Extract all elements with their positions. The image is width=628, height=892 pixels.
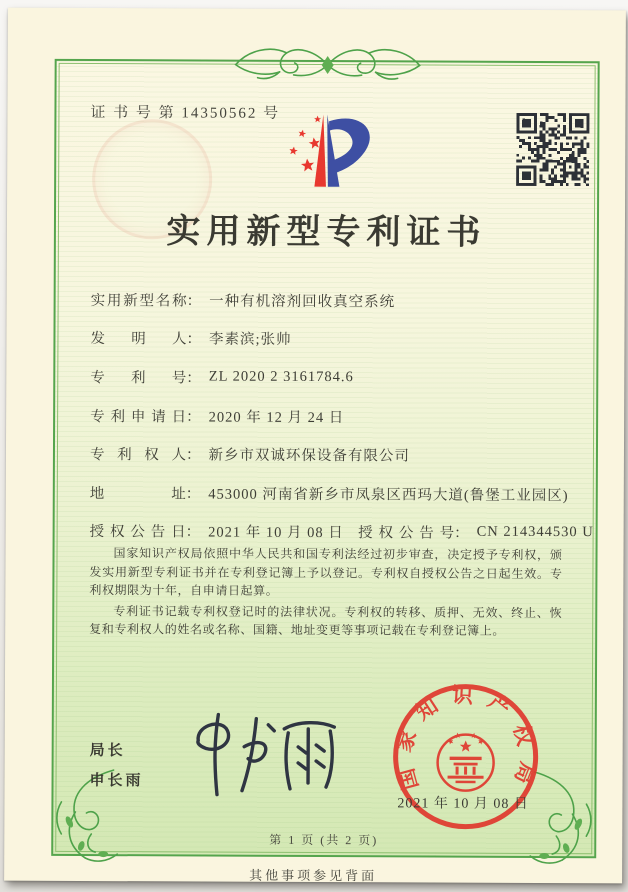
legal-paragraph: 专利证书记载专利权登记时的法律状况。专利权的转移、质押、无效、终止、恢复和专利权人的姓名或名称、国籍、地址变更等事项记载在专利登记簿上。 [89, 603, 563, 638]
field-colon: ： [454, 525, 469, 543]
field-list [89, 280, 594, 552]
seal-date: 2021 年 10 月 08 日 [397, 796, 529, 812]
national-emblem-icon [437, 732, 493, 791]
flourish-top-ornament-icon [227, 43, 427, 84]
field-value: 新乡市双诚环保设备有限公司 [208, 447, 410, 465]
seal-text: 国家知识产权局 [390, 682, 541, 800]
signer-role-label: 局长 [89, 743, 126, 760]
legal-paragraph: 国家知识产权局依照中华人民共和国专利法经过初步审查，决定授予专利权，颁发实用新型专利证书并在专利登记簿上予以登记。专利权自授权公告之日起生效。专利权期限为十年，自申请日起算。 [89, 546, 563, 598]
field-row-address [89, 473, 569, 514]
field-label: 地址 [89, 485, 186, 503]
field-row-name [91, 280, 564, 321]
page-number: 第 1 页 (共 2 页) [269, 832, 379, 848]
certificate-frame [51, 59, 599, 858]
signature-handwriting [181, 706, 356, 802]
legal-text [89, 544, 562, 643]
field-value: 2021 年 10 月 08 日 [208, 524, 344, 542]
field-label: 专利申请日 [90, 408, 187, 426]
field-value: 一种有机溶剂回收真空系统 [209, 293, 396, 311]
field-label: 专利权人 [89, 447, 186, 464]
field-value: 2020 年 12 月 24 日 [208, 409, 345, 426]
qr-code [516, 113, 589, 186]
back-side-note: 其他事项参见背面 [249, 867, 378, 884]
field-label: 专利号 [90, 370, 187, 387]
field-row-inventor [90, 319, 563, 360]
field-label: 发明人 [90, 331, 187, 348]
signer-name-label: 申长雨 [89, 773, 144, 790]
field-colon: ： [186, 331, 201, 348]
certificate-number: 证 书 号 第 14350562 号 [90, 105, 281, 122]
field-value: ZL 2020 2 3161784.6 [208, 368, 354, 386]
certificate-paper [4, 8, 626, 884]
field-label: 授权公告号 [358, 525, 455, 542]
field-row-patentee [90, 434, 563, 475]
field-colon: ： [186, 293, 202, 310]
field-colon: ： [185, 524, 201, 541]
field-label: 授权公告日 [89, 524, 186, 541]
field-colon: ： [185, 447, 201, 464]
field-value: CN 214344530 U [476, 524, 594, 541]
field-colon: ： [186, 370, 201, 387]
field-label: 实用新型名称 [90, 292, 187, 310]
field-value: 453000 河南省新乡市凤泉区西玛大道(鲁堡工业园区) [208, 486, 569, 504]
cnipa-logo-icon [262, 102, 380, 205]
field-colon: ： [186, 409, 201, 426]
field-row-patent-no [90, 357, 563, 398]
field-value: 李素滨;张帅 [208, 331, 292, 349]
field-row-filing-date [90, 396, 563, 437]
field-colon: ： [185, 486, 201, 503]
certificate-title: 实用新型专利证书 [166, 213, 487, 252]
